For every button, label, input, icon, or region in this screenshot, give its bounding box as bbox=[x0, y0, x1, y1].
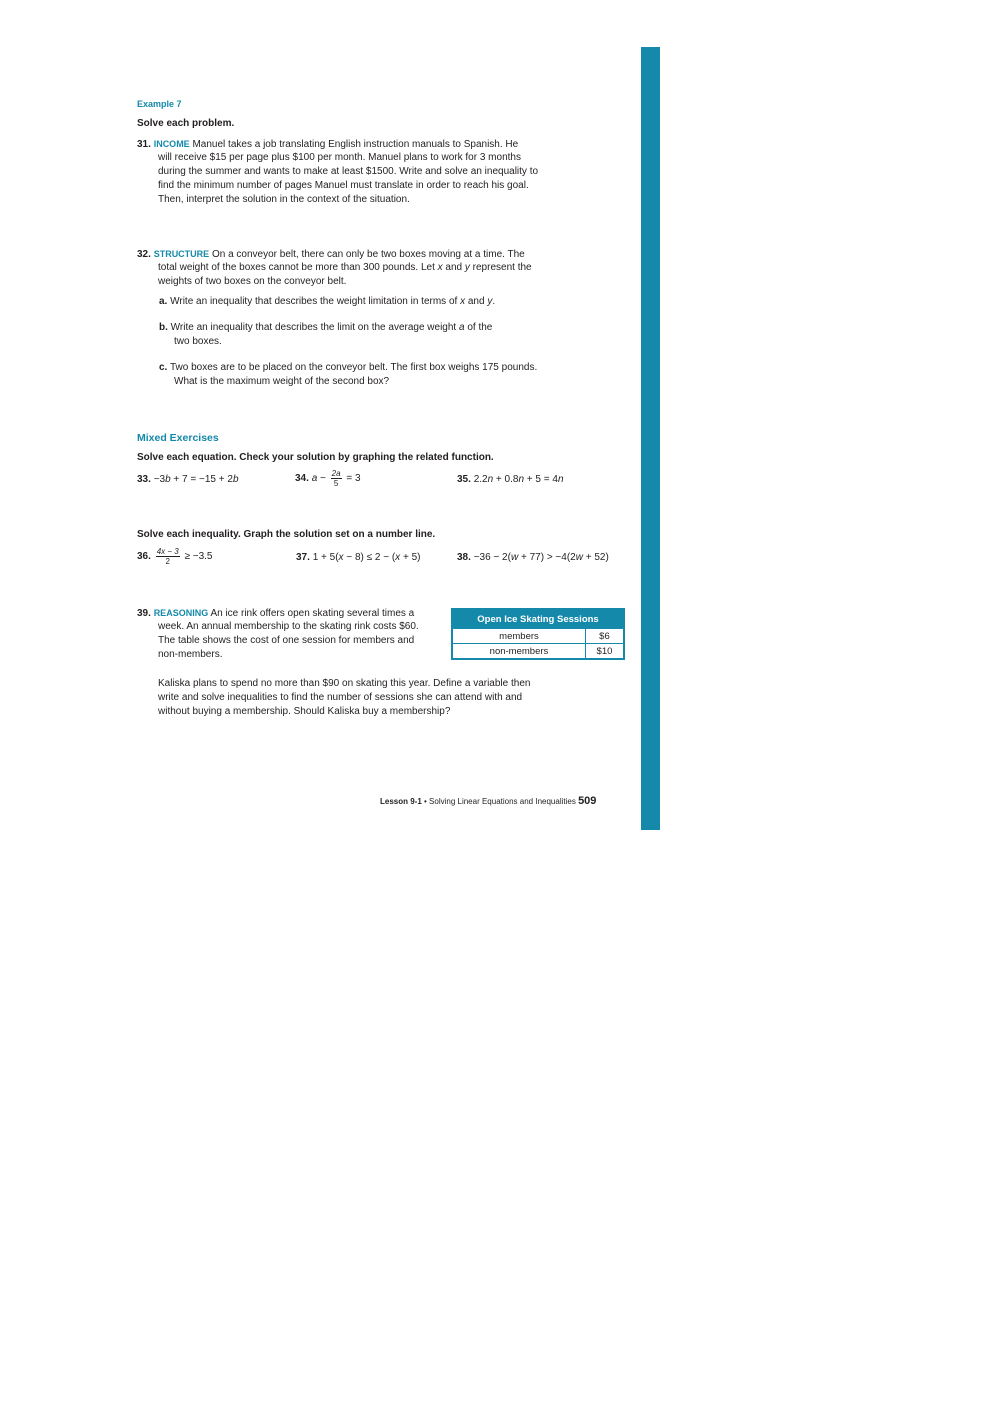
directions-solve-each-problem: Solve each problem. bbox=[137, 118, 235, 129]
problem-34: 34. a − $\frac{2a}{5}$ = 3 bbox=[295, 469, 361, 488]
problem-text-line: Then, interpret the solution in the context of the situation. bbox=[158, 194, 410, 205]
part-a: a. Write an inequality that describes the weight limitation in terms of x and y. bbox=[159, 296, 496, 307]
problem-tag: STRUCTURE bbox=[153, 249, 210, 259]
problem-text-line: An ice rink offers open skating several times a bbox=[210, 608, 415, 619]
problem-number: 31. bbox=[137, 139, 151, 150]
part-b: b. Write an inequality that describes the limit on the average weight a of the bbox=[159, 322, 493, 333]
page-footer: Lesson 9-1 • Solving Linear Equations and Inequalities 509 bbox=[380, 795, 597, 807]
fraction: $\frac{4x - 3}{2}$ bbox=[156, 547, 179, 566]
table-cell-value: $6 bbox=[585, 629, 624, 644]
page-edge-bar bbox=[641, 47, 660, 830]
problem-33: 33. −3b + 7 = −15 + 2b bbox=[137, 474, 239, 485]
fraction: $\frac{2a}{5}$ bbox=[331, 469, 341, 488]
table-cell-label: non-members bbox=[452, 644, 585, 660]
section-heading-mixed-exercises: Mixed Exercises bbox=[137, 432, 219, 444]
problem-text-line: during the summer and wants to make at least $1500. Write and solve an inequality to bbox=[158, 166, 539, 177]
footer-lesson: Lesson 9-1 bbox=[380, 797, 422, 806]
part-c-line: What is the maximum weight of the second box? bbox=[174, 376, 390, 387]
problem-text-line: week. An annual membership to the skating rink costs $60. bbox=[158, 621, 419, 632]
problem-text-line: write and solve inequalities to find the number of sessions she can attend with and bbox=[158, 692, 523, 703]
problem-tag: REASONING bbox=[153, 608, 209, 618]
problem-text-line: Kaliska plans to spend no more than $90 on skating this year. Define a variable then bbox=[158, 678, 531, 689]
part-c: c. Two boxes are to be placed on the conveyor belt. The first box weighs 175 pounds. bbox=[159, 362, 538, 373]
problem-text-line: non-members. bbox=[158, 649, 223, 660]
skating-sessions-table bbox=[451, 608, 625, 660]
directions-solve-inequality: Solve each inequality. Graph the solution set on a number line. bbox=[137, 529, 436, 540]
footer-title: Solving Linear Equations and Inequalities bbox=[429, 797, 576, 806]
problem-number: 32. bbox=[137, 249, 151, 260]
problem-35: 35. 2.2n + 0.8n + 5 = 4n bbox=[457, 474, 564, 485]
table-row bbox=[452, 629, 624, 644]
part-b-line: two boxes. bbox=[174, 336, 222, 347]
table-cell-value: $10 bbox=[585, 644, 624, 660]
problem-text-line: find the minimum number of pages Manuel must translate in order to reach his goal. bbox=[158, 180, 529, 191]
problem-36: 36. $\frac{4x - 3}{2}$ ≥ −3.5 bbox=[137, 547, 213, 566]
example-label: Example 7 bbox=[137, 99, 182, 109]
directions-solve-equation: Solve each equation. Check your solution by graphing the related function. bbox=[137, 452, 494, 463]
table-title: Open Ice Skating Sessions bbox=[452, 609, 624, 629]
problem-number: 39. bbox=[137, 608, 151, 619]
page-number: 509 bbox=[578, 795, 597, 807]
problem-text-line: total weight of the boxes cannot be more than 300 pounds. Let x and y represent the bbox=[158, 262, 532, 273]
problem-tag: INCOME bbox=[153, 139, 190, 149]
problem-text-line: Manuel takes a job translating English instruction manuals to Spanish. He bbox=[192, 139, 519, 150]
problem-text-line: will receive $15 per page plus $100 per month. Manuel plans to work for 3 months bbox=[158, 152, 521, 163]
problem-text-line: The table shows the cost of one session for members and bbox=[158, 635, 415, 646]
table-row bbox=[452, 644, 624, 660]
problem-text-line: weights of two boxes on the conveyor belt. bbox=[158, 276, 347, 287]
problem-text-line: On a conveyor belt, there can only be two boxes moving at a time. The bbox=[211, 249, 525, 260]
problem-text-line: without buying a membership. Should Kaliska buy a membership? bbox=[158, 706, 451, 717]
problem-38: 38. −36 − 2(w + 77) > −4(2w + 52) bbox=[457, 552, 609, 563]
table-cell-label: members bbox=[452, 629, 585, 644]
problem-37: 37. 1 + 5(x − 8) ≤ 2 − (x + 5) bbox=[296, 552, 421, 563]
